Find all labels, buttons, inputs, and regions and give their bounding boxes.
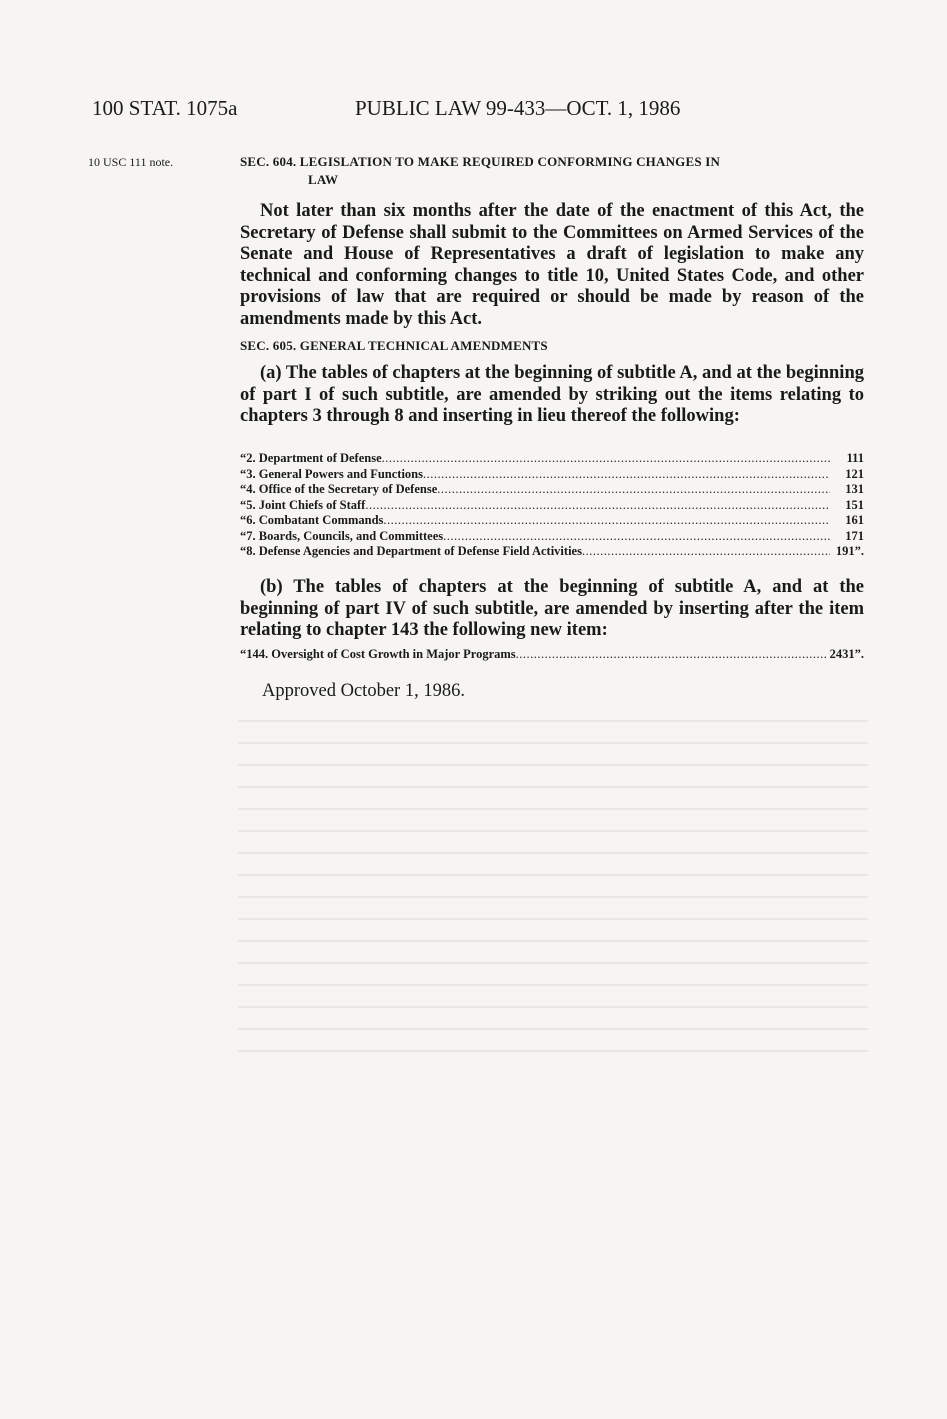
table-row: “3. General Powers and Functions ..... 121 — [240, 467, 864, 483]
table-row: “8. Defense Agencies and Department of Defense Field Activities ..... 191”. — [240, 544, 864, 560]
chapter-table-a — [240, 451, 864, 560]
section-605-paragraph-a: (a) The tables of chapters at the beginning of subtitle A, and at the beginning of part I of such subtitle, are amended by striking out the items relating to chapters 3 through 8 and inserting in lieu thereof the following: — [240, 363, 864, 427]
table-row: “2. Department of Defense ..... 111 — [240, 451, 864, 467]
public-law-title: PUBLIC LAW 99-433—OCT. 1, 1986 — [355, 96, 681, 120]
table-row: “5. Joint Chiefs of Staff ..... 151 — [240, 498, 864, 514]
table-row: “7. Boards, Councils, and Committees ..... 171 — [240, 529, 864, 545]
margin-citation-note: 10 USC 111 note. — [88, 155, 174, 169]
chapter-table-b — [240, 647, 864, 663]
page-header — [92, 96, 872, 128]
table-row: “6. Combatant Commands ..... 161 — [240, 513, 864, 529]
statute-page-number: 100 STAT. 1075a — [92, 96, 238, 120]
section-604-heading-line1: SEC. 604. LEGISLATION TO MAKE REQUIRED CONFORMING CHANGES IN — [240, 154, 721, 169]
section-604-heading-line2: LAW — [308, 172, 339, 187]
section-604-body: Not later than six months after the date of the enactment of this Act, the Secretary of Defense shall submit to the Committees on Armed Services of the Senate and House of Representatives a draft of legislation to make any technical and conforming changes to title 10, United States Code, and other provisions of law that are required or should be made by reason of the amendments made by this Act. — [240, 201, 864, 329]
section-605-heading: SEC. 605. GENERAL TECHNICAL AMENDMENTS — [240, 338, 548, 353]
approval-date: Approved October 1, 1986. — [262, 681, 465, 701]
section-605-paragraph-b: (b) The tables of chapters at the beginning of subtitle A, and at the beginning of part IV of such subtitle, are amended by inserting after the item relating to chapter 143 the following new item: — [240, 577, 864, 641]
table-row: “4. Office of the Secretary of Defense ..... 131 — [240, 482, 864, 498]
table-row: “144. Oversight of Cost Growth in Major Programs ..... 2431”. — [240, 647, 864, 663]
section-604-heading — [240, 153, 870, 189]
bleed-through-background — [238, 700, 868, 1080]
